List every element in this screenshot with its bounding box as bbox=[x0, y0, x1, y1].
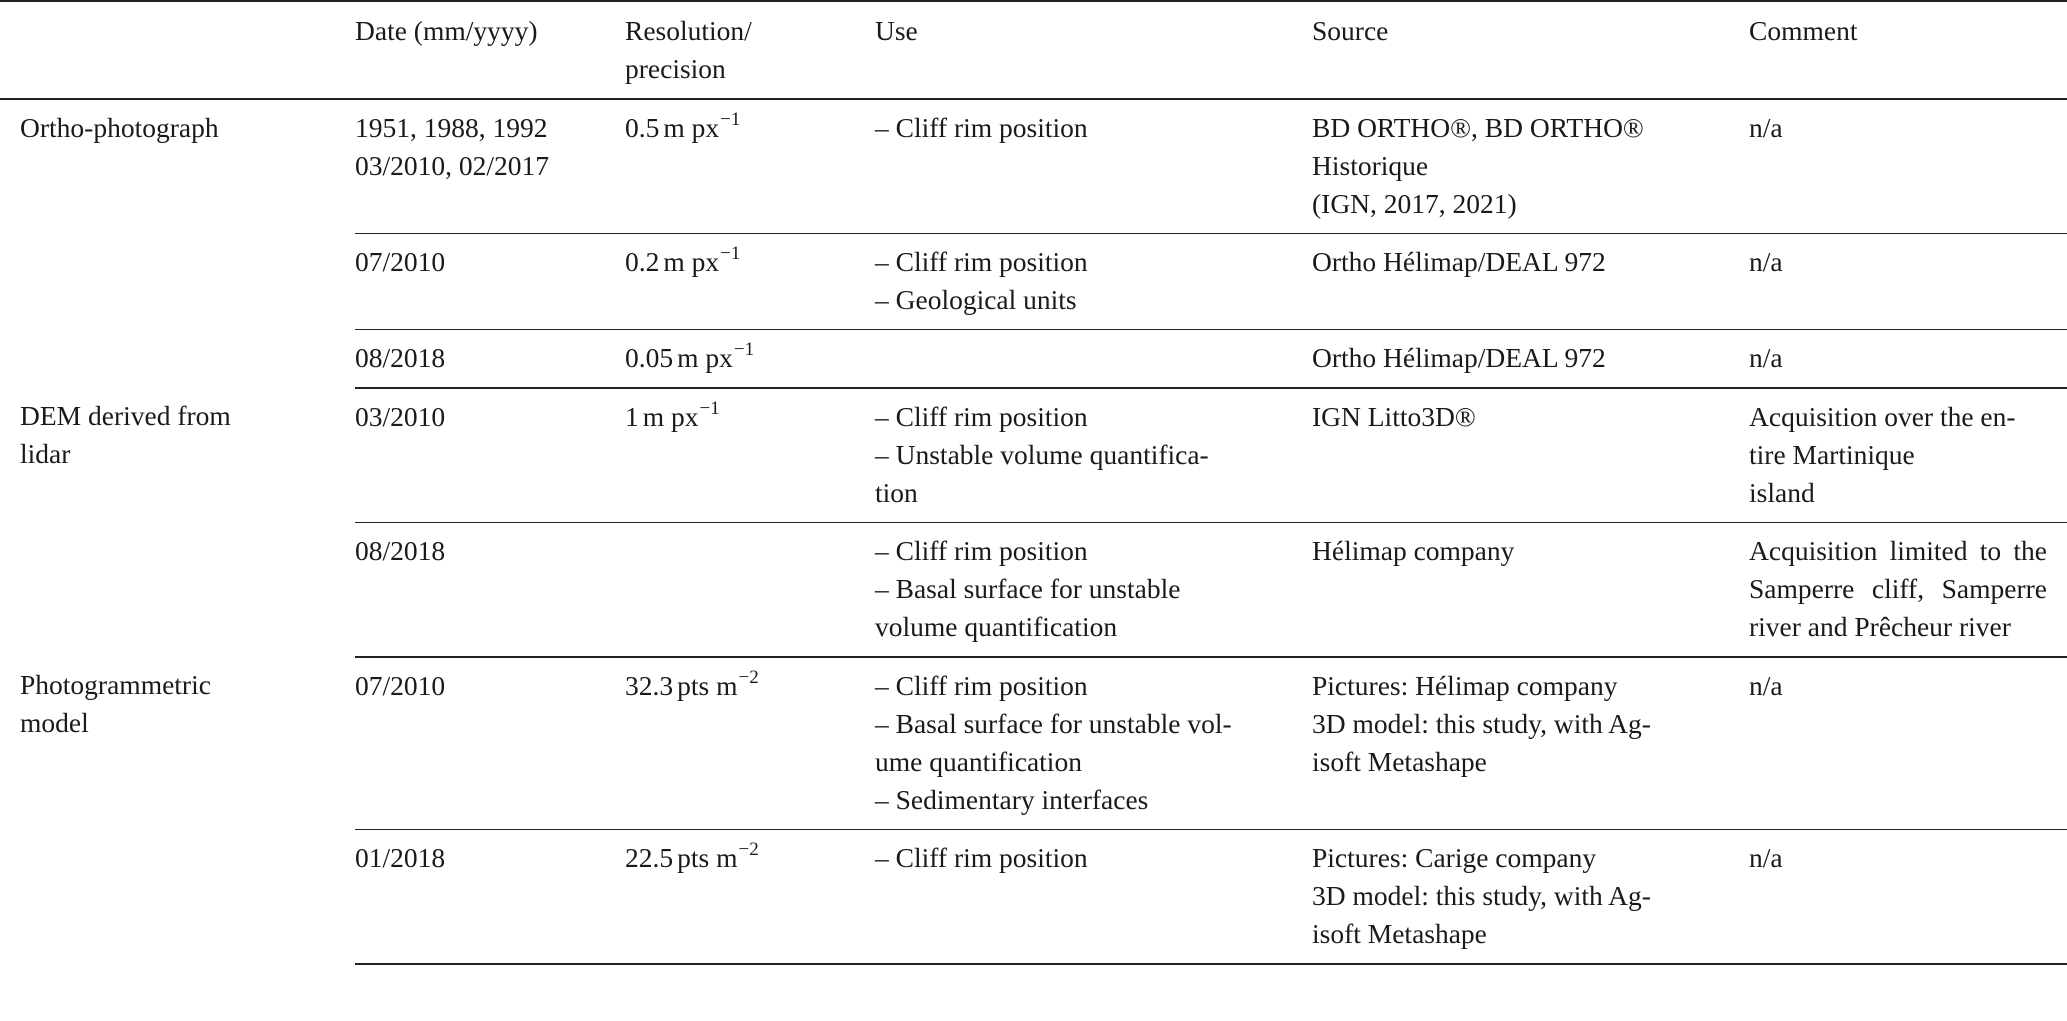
date-cell bbox=[355, 523, 625, 658]
source-cell bbox=[1312, 657, 1749, 830]
group-label: Photogrammetric model bbox=[20, 669, 211, 738]
source-line: 3D model: this study, with Ag- bbox=[1312, 708, 1651, 739]
use-cell bbox=[875, 234, 1312, 330]
header-cell-use: Use bbox=[875, 1, 1312, 99]
date-line: 03/2010 bbox=[355, 401, 446, 432]
source-line: isoft Metashape bbox=[1312, 918, 1487, 949]
date-cell bbox=[355, 388, 625, 523]
table-header bbox=[0, 1, 2067, 99]
group-label-cell bbox=[0, 388, 355, 657]
source-cell bbox=[1312, 234, 1749, 330]
date-line: 07/2010 bbox=[355, 246, 446, 277]
table-row bbox=[0, 99, 2067, 234]
resolution-value: 22.5 bbox=[625, 842, 674, 873]
comment-line: n/a bbox=[1749, 246, 1783, 277]
use-line: – Cliff rim position bbox=[875, 842, 1088, 873]
comment-cell bbox=[1749, 234, 2067, 330]
resolution-unit: pts m bbox=[677, 842, 738, 873]
resolution-unit: m px bbox=[642, 401, 699, 432]
group-label: DEM derived from lidar bbox=[20, 400, 231, 469]
resolution-exponent: −1 bbox=[733, 338, 755, 360]
header-cell-type bbox=[0, 1, 355, 99]
use-line: – Cliff rim position bbox=[875, 246, 1088, 277]
header-cell-comment: Comment bbox=[1749, 1, 2067, 99]
date-cell bbox=[355, 330, 625, 389]
date-cell bbox=[355, 830, 625, 965]
date-line: 07/2010 bbox=[355, 670, 446, 701]
resolution-exponent: −1 bbox=[720, 108, 741, 130]
resolution-cell bbox=[625, 388, 875, 523]
date-line: 03/2010, 02/2017 bbox=[355, 150, 550, 181]
source-line: Hélimap company bbox=[1312, 535, 1515, 566]
resolution-value: 0.5 bbox=[625, 112, 660, 143]
use-line: – Cliff rim position bbox=[875, 401, 1088, 432]
date-line: 1951, 1988, 1992 bbox=[355, 112, 548, 143]
comment-cell bbox=[1749, 330, 2067, 389]
resolution-exponent: −2 bbox=[738, 666, 759, 688]
comment-line: tire Martinique bbox=[1749, 439, 1915, 470]
group-label: Ortho-photograph bbox=[20, 112, 219, 143]
group-label-cell bbox=[0, 657, 355, 964]
comment-line: Acquisition over the en- bbox=[1749, 401, 2016, 432]
header-resolution-label: Resolution/ precision bbox=[625, 15, 752, 84]
resolution-value: 32.3 bbox=[625, 670, 674, 701]
resolution-cell bbox=[625, 234, 875, 330]
source-line: Ortho Hélimap/DEAL 972 bbox=[1312, 342, 1606, 373]
resolution-cell bbox=[625, 99, 875, 234]
date-line: 08/2018 bbox=[355, 342, 446, 373]
header-cell-resolution bbox=[625, 1, 875, 99]
source-line: isoft Metashape bbox=[1312, 746, 1487, 777]
source-line: Pictures: Hélimap company bbox=[1312, 670, 1618, 701]
date-line: 08/2018 bbox=[355, 535, 446, 566]
use-line: – Cliff rim position bbox=[875, 670, 1088, 701]
table-row bbox=[0, 388, 2067, 523]
resolution-value: 0.2 bbox=[625, 246, 660, 277]
source-line: Pictures: Carige company bbox=[1312, 842, 1597, 873]
comment-line: n/a bbox=[1749, 112, 1783, 143]
use-cell bbox=[875, 657, 1312, 830]
comment-line: n/a bbox=[1749, 342, 1783, 373]
source-line: 3D model: this study, with Ag- bbox=[1312, 880, 1651, 911]
source-line: IGN Litto3D® bbox=[1312, 401, 1476, 432]
resolution-exponent: −1 bbox=[720, 242, 741, 264]
use-line: ume quantification bbox=[875, 746, 1082, 777]
use-line: – Sedimentary interfaces bbox=[875, 784, 1149, 815]
date-cell bbox=[355, 657, 625, 830]
resolution-unit: m px bbox=[663, 246, 720, 277]
source-line: Ortho Hélimap/DEAL 972 bbox=[1312, 246, 1606, 277]
comment-cell bbox=[1749, 388, 2067, 523]
resolution-exponent: −1 bbox=[699, 397, 720, 419]
comment-cell bbox=[1749, 523, 2067, 658]
use-line: – Geological units bbox=[875, 284, 1077, 315]
use-line: tion bbox=[875, 477, 918, 508]
group-label-cell bbox=[0, 99, 355, 388]
resolution-value: 1 bbox=[625, 401, 639, 432]
use-cell bbox=[875, 99, 1312, 234]
comment-cell bbox=[1749, 830, 2067, 965]
use-cell bbox=[875, 330, 1312, 389]
comment-line: n/a bbox=[1749, 842, 1783, 873]
use-cell bbox=[875, 388, 1312, 523]
use-line: – Cliff rim position bbox=[875, 112, 1088, 143]
source-line: Historique bbox=[1312, 150, 1429, 181]
resolution-exponent: −2 bbox=[738, 838, 759, 860]
source-line: BD ORTHO®, BD ORTHO® bbox=[1312, 112, 1644, 143]
table-row bbox=[0, 657, 2067, 830]
source-cell bbox=[1312, 99, 1749, 234]
use-line: – Unstable volume quantifica- bbox=[875, 439, 1209, 470]
resolution-cell bbox=[625, 523, 875, 658]
date-cell bbox=[355, 99, 625, 234]
use-line: – Basal surface for unstable vol- bbox=[875, 708, 1232, 739]
source-cell bbox=[1312, 830, 1749, 965]
comment-line: n/a bbox=[1749, 670, 1783, 701]
header-cell-date: Date (mm/yyyy) bbox=[355, 1, 625, 99]
table-body bbox=[0, 99, 2067, 964]
source-cell bbox=[1312, 330, 1749, 389]
header-cell-source: Source bbox=[1312, 1, 1749, 99]
use-line: – Basal surface for unstable bbox=[875, 573, 1181, 604]
resolution-unit: m px bbox=[677, 342, 733, 373]
comment-cell bbox=[1749, 657, 2067, 830]
comment-cell bbox=[1749, 99, 2067, 234]
use-line: – Cliff rim position bbox=[875, 535, 1088, 566]
resolution-cell bbox=[625, 830, 875, 965]
resolution-unit: m px bbox=[663, 112, 720, 143]
source-cell bbox=[1312, 388, 1749, 523]
use-cell bbox=[875, 830, 1312, 965]
resolution-cell bbox=[625, 657, 875, 830]
resolution-cell bbox=[625, 330, 875, 389]
use-line: volume quantification bbox=[875, 611, 1118, 642]
date-line: 01/2018 bbox=[355, 842, 446, 873]
source-line: (IGN, 2017, 2021) bbox=[1312, 188, 1517, 219]
resolution-unit: pts m bbox=[677, 670, 738, 701]
comment-line: island bbox=[1749, 477, 1815, 508]
use-cell bbox=[875, 523, 1312, 658]
resolution-value: 0.05 bbox=[625, 342, 674, 373]
date-cell bbox=[355, 234, 625, 330]
source-cell bbox=[1312, 523, 1749, 658]
comment-line: Acquisition limited to the Samperre cliff, Samperre river and Prêcheur river bbox=[1749, 535, 2047, 642]
